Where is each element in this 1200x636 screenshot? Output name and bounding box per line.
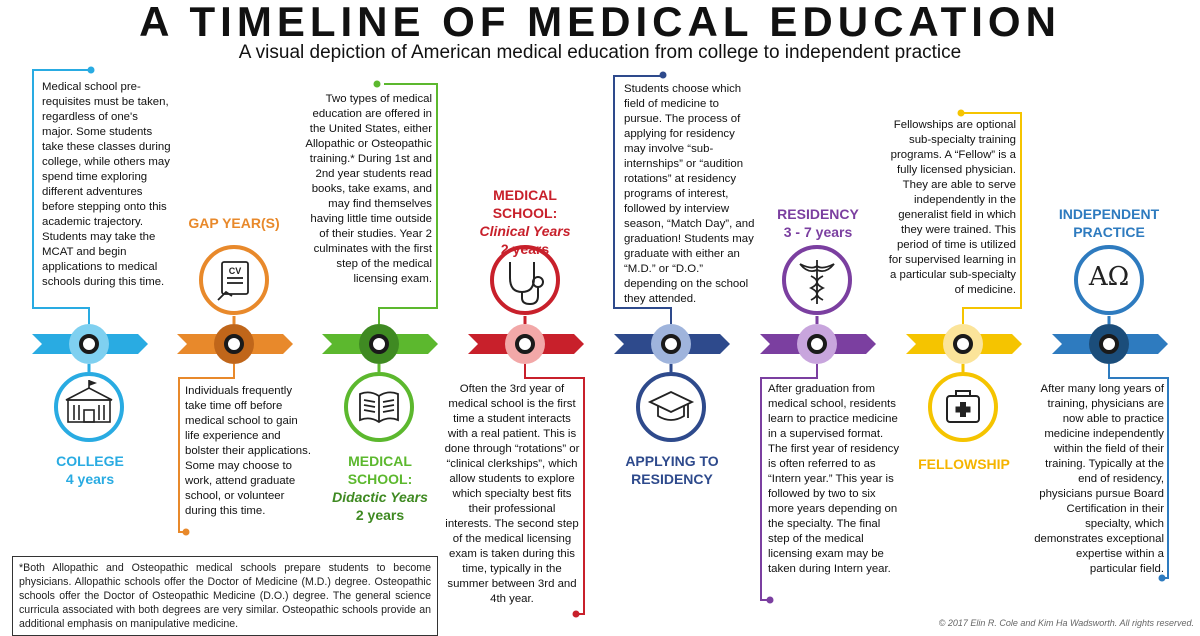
label-fellowship-title: FELLOWSHIP xyxy=(918,456,1010,472)
label-independent-title: INDEPENDENT xyxy=(1058,206,1160,222)
label-clinical xyxy=(462,186,588,258)
connector-dot-fellowship xyxy=(958,110,965,117)
label-college xyxy=(40,452,140,488)
label-clinical-title: MEDICAL SCHOOL: xyxy=(492,187,558,221)
label-applying xyxy=(616,452,728,488)
open-book-icon xyxy=(346,374,412,440)
connector-dot-gap xyxy=(183,529,190,536)
school-building-icon xyxy=(56,374,122,440)
text-college: Medical school pre-requisites must be taken, regardless of one's major. Some students take these classes during college, while others may spend time exploring different adventures before stepping onto this academic trajectory. Students may take the MCAT and begin applications to medical schools during this time. xyxy=(42,81,171,288)
text-independent: After many long years of training, physicians are now able to practice medicine independently within the field of their training. Typically at the end of residency, physicians pursue Board Certification in their specialty, which demonstrates exceptional expertise within a particular field. xyxy=(1034,383,1164,575)
node-residency xyxy=(809,336,825,352)
label-didactic-title: MEDICAL SCHOOL: xyxy=(347,453,413,487)
text-didactic: Two types of medical education are offered in the United States, either Allopathic or Osteopathic training.* During 1st and 2nd year students read books, take exams, and may find themselves having little time outside of their studies. Year 2 culminates with the first step of the medical licensing exam. xyxy=(305,93,432,285)
text-clinical: Often the 3rd year of medical school is the first time a student interacts with a real patient. This is done through “rotations” or “clinical clerkships”, which allow students to explore which specialty best fits their professional interests. The second step of the medical licensing exam is taken during this time, typically in the summer between 3rd and 4th year. xyxy=(444,383,580,605)
label-college-title: COLLEGE xyxy=(56,453,124,469)
label-gap-title: GAP YEAR(S) xyxy=(188,215,280,231)
page-subtitle: A visual depiction of American medical education from college to independent practice xyxy=(238,42,962,63)
page-title: A TIMELINE OF MEDICAL EDUCATION xyxy=(139,0,1061,45)
label-residency xyxy=(762,205,874,241)
connector-dot-applying xyxy=(660,72,667,79)
node-applying xyxy=(663,336,679,352)
first-aid-kit-icon xyxy=(930,374,996,440)
label-clinical-italic: Clinical Years xyxy=(479,223,571,239)
text-gap: Individuals frequently take time off before medical school to gain life experience and bolster their applications. Some may choose to work, attend graduate school, or volunteer during this time. xyxy=(185,385,311,517)
label-independent-title2: PRACTICE xyxy=(1073,224,1145,240)
label-didactic xyxy=(318,452,442,524)
label-college-duration: 4 years xyxy=(65,471,115,487)
connector-dot-college xyxy=(88,67,95,74)
label-applying-title2: RESIDENCY xyxy=(631,471,713,487)
label-independent xyxy=(1050,205,1168,241)
svg-text:CV: CV xyxy=(228,266,242,276)
label-didactic-italic: Didactic Years xyxy=(332,489,428,505)
graduation-cap-icon xyxy=(638,374,704,440)
text-fellowship: Fellowships are optional sub-specialty training programs. A “Fellow” is a fully licensed physician. They are able to serve independently in the generalist field in which they were trained. This period of time is utilized for supervised learning in a particular sub-specialty of medicine. xyxy=(888,119,1016,296)
label-fellowship xyxy=(908,455,1020,473)
node-clinical xyxy=(517,336,533,352)
node-fellowship xyxy=(955,336,971,352)
label-gap xyxy=(174,214,294,232)
node-college xyxy=(81,336,97,352)
node-didactic xyxy=(371,336,387,352)
connector-dot-didactic xyxy=(374,81,381,88)
connector-dot-clinical xyxy=(573,611,580,618)
caduceus-icon xyxy=(784,247,850,313)
footnote-box: *Both Allopathic and Osteopathic medical schools prepare students to become physicians. Allopathic schools offer the Doctor of Medicine (M.D.) degree. Osteopathic schools offer the Doctor of Osteopathic Medicine (D.O.) degree. The general science curricula associated with both degrees are very similar. Osteopathic schools provide an additional emphasis on manipulative medicine. xyxy=(12,556,438,636)
node-independent xyxy=(1101,336,1117,352)
label-clinical-duration: 2 years xyxy=(500,241,550,257)
text-applying: Students choose which field of medicine to pursue. The process of applying for residency may involve “sub-internships” or “audition rotations” at residency programs of interest, followed by interview season, “Match Day”, and graduation! Students may graduate with either an “M.D.” or “D.O.” depending on the school they attended. xyxy=(624,83,755,305)
alpha-omega-glyph: AΩ xyxy=(1088,262,1130,292)
node-gap xyxy=(226,336,242,352)
label-applying-title: APPLYING TO xyxy=(625,453,719,469)
cv-document-icon xyxy=(201,247,267,313)
copyright-notice: © 2017 Elin R. Cole and Kim Ha Wadsworth. All rights reserved. xyxy=(938,618,1194,628)
label-residency-duration: 3 - 7 years xyxy=(783,224,853,240)
label-didactic-duration: 2 years xyxy=(355,507,405,523)
text-residency: After graduation from medical school, residents learn to practice medicine in a supervised format. The first year of residency is often referred to as “Intern year.” This year is followed by two to six more years depending on the specialty. The final step of the medical licensing exam may be taken during Intern year. xyxy=(768,383,900,575)
connector-dot-residency xyxy=(767,597,774,604)
label-residency-title: RESIDENCY xyxy=(777,206,859,222)
